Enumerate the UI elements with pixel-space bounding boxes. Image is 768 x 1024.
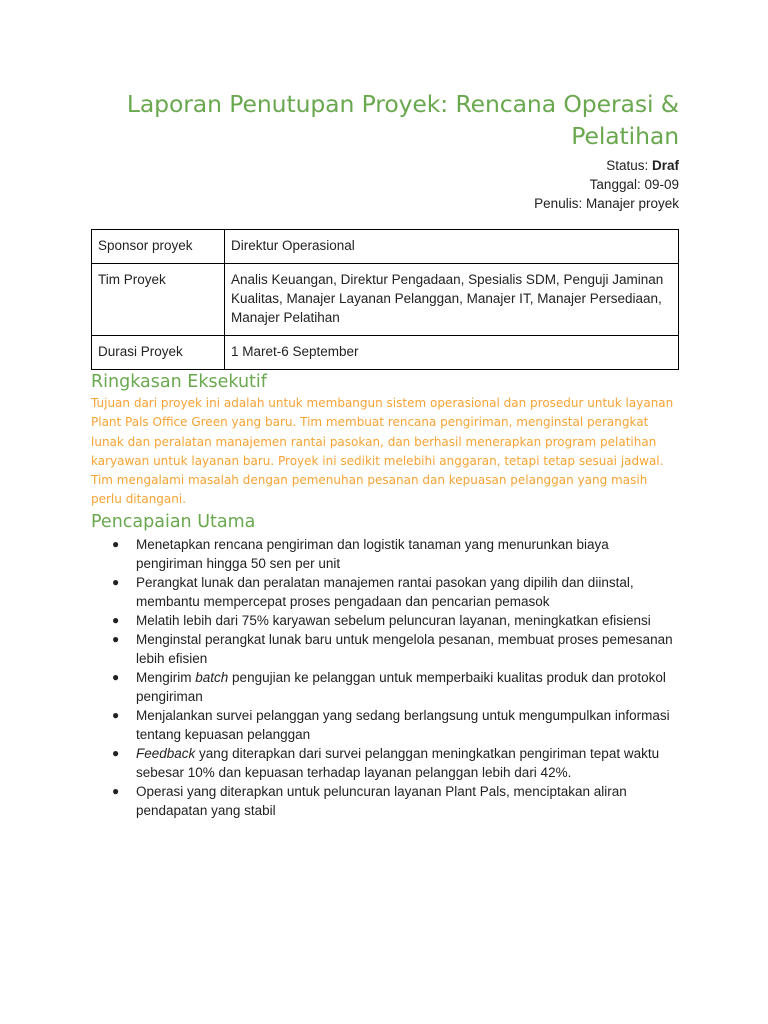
list-item: ● Menginstal perangkat lunak baru untuk mengelola pesanan, membuat proses pemesanan lebih efisien bbox=[112, 631, 673, 666]
status-value: Draf bbox=[651, 158, 679, 173]
status-label: Status: bbox=[606, 158, 649, 173]
document-meta bbox=[91, 156, 679, 213]
summary-heading: Ringkasan Eksekutif bbox=[91, 372, 267, 392]
list-item: ● Mengirim batch pengujian ke pelanggan untuk memperbaiki kualitas produk dan protokol pengiriman bbox=[112, 669, 666, 704]
table-key-cell: Tim Proyek bbox=[92, 264, 225, 336]
list-item: ● Feedback yang diterapkan dari survei pelanggan meningkatkan pengiriman tepat waktu sebesar 10% dan kepuasan terhadap layanan pelanggan lebih dari 42%. bbox=[112, 745, 660, 780]
bullet-icon: ● bbox=[112, 631, 120, 646]
author-line: Penulis: Manajer proyek bbox=[534, 196, 679, 211]
date-line: Tanggal: 09-09 bbox=[589, 177, 679, 192]
summary-text: Tujuan dari proyek ini adalah untuk membangun sistem operasional dan prosedur untuk layanan Plant Pals Office Green yang baru. Tim membuat rencana pengiriman, menginstal perangkat lunak dan peralatan manajemen rantai pasokan, dan berhasil menerapkan program pelatihan karyawan untuk layanan baru. Proyek ini sedikit melebihi anggaran, tetapi tetap sesuai jadwal. Tim mengalami masalah dengan pemenuhan pesanan dan kepuasan pelanggan yang masih perlu ditangani. bbox=[91, 396, 674, 507]
table-value-cell: 1 Maret-6 September bbox=[225, 336, 679, 370]
bullet-icon: ● bbox=[112, 612, 120, 627]
bullet-icon: ● bbox=[112, 745, 120, 760]
table-row bbox=[92, 336, 679, 370]
title-line-2: Pelatihan bbox=[571, 122, 679, 150]
achievements-list bbox=[91, 535, 679, 820]
table-key-cell: Sponsor proyek bbox=[92, 230, 225, 264]
list-item: ● Menjalankan survei pelanggan yang sedang berlangsung untuk mengumpulkan informasi tentang kepuasan pelanggan bbox=[112, 707, 670, 742]
achievements-heading: Pencapaian Utama bbox=[91, 511, 256, 532]
bullet-icon: ● bbox=[112, 783, 120, 798]
table-value-cell: Analis Keuangan, Direktur Pengadaan, Spesialis SDM, Penguji Jaminan Kualitas, Manajer Layanan Pelanggan, Manajer IT, Manajer Persediaan, Manajer Pelatihan bbox=[225, 264, 679, 336]
list-item: ● Operasi yang diterapkan untuk peluncuran layanan Plant Pals, menciptakan aliran pendapatan yang stabil bbox=[112, 783, 627, 818]
status-line bbox=[91, 156, 679, 175]
table-row bbox=[92, 264, 679, 336]
bullet-icon: ● bbox=[112, 707, 120, 722]
bullet-icon: ● bbox=[112, 574, 120, 589]
project-info-table bbox=[91, 229, 679, 370]
bullet-icon: ● bbox=[112, 669, 120, 684]
document-page bbox=[91, 0, 679, 820]
page-title bbox=[91, 88, 679, 152]
list-item: ● Perangkat lunak dan peralatan manajemen rantai pasokan yang dipilih dan diinstal, membantu mempercepat proses pengadaan dan pencarian pemasok bbox=[112, 574, 634, 609]
bullet-icon: ● bbox=[112, 536, 120, 551]
table-value-cell: Direktur Operasional bbox=[225, 230, 679, 264]
title-line-1: Laporan Penutupan Proyek: Rencana Operasi & bbox=[126, 90, 679, 118]
list-item: ● Menetapkan rencana pengiriman dan logistik tanaman yang menurunkan biaya pengiriman hingga 50 sen per unit bbox=[112, 536, 609, 571]
table-key-cell: Durasi Proyek bbox=[92, 336, 225, 370]
table-row bbox=[92, 230, 679, 264]
list-item: ● Melatih lebih dari 75% karyawan sebelum peluncuran layanan, meningkatkan efisiensi bbox=[112, 612, 651, 628]
